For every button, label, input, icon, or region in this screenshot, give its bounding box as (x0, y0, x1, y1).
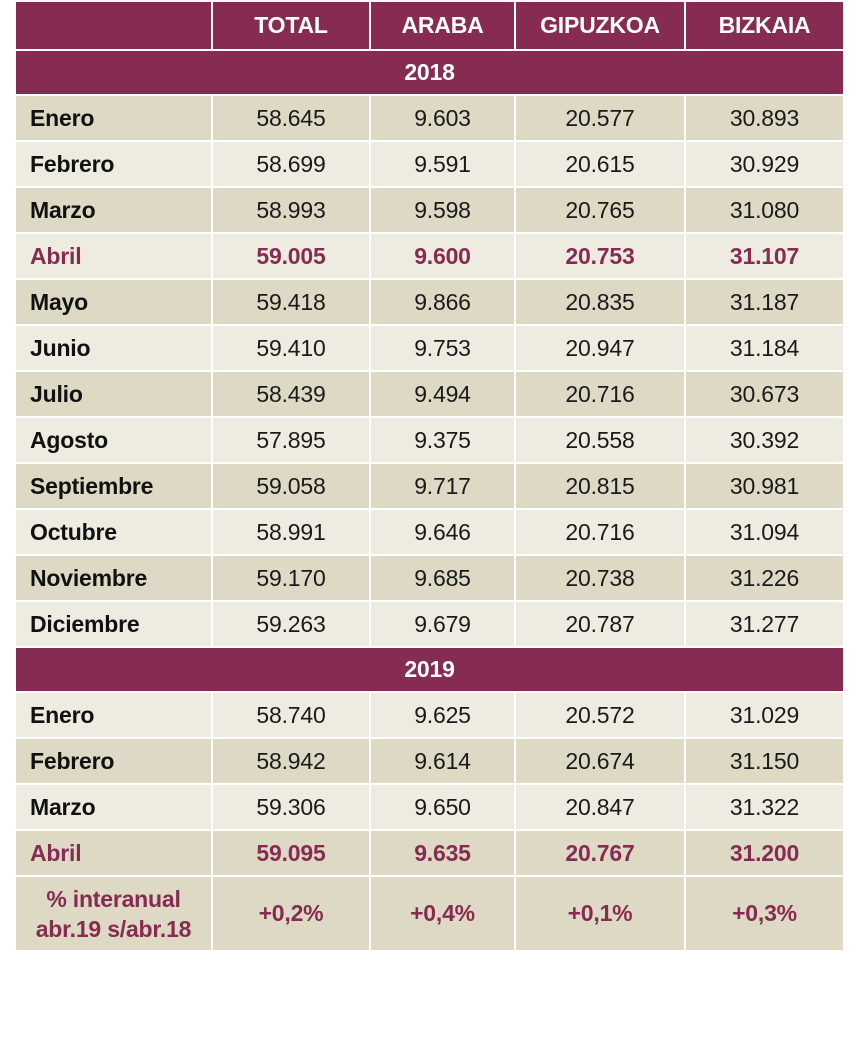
bizkaia-cell: 31.322 (685, 784, 844, 830)
header-total: TOTAL (212, 1, 370, 50)
araba-cell: 9.603 (370, 95, 515, 141)
total-cell: 58.439 (212, 371, 370, 417)
araba-cell: 9.685 (370, 555, 515, 601)
month-cell: Enero (15, 95, 212, 141)
gipuzkoa-cell: 20.815 (515, 463, 685, 509)
month-cell: Junio (15, 325, 212, 371)
araba-cell: 9.866 (370, 279, 515, 325)
month-cell: Mayo (15, 279, 212, 325)
month-cell: Diciembre (15, 601, 212, 647)
araba-cell: 9.591 (370, 141, 515, 187)
bizkaia-cell: 31.029 (685, 692, 844, 738)
table-row-highlighted (15, 233, 844, 279)
gipuzkoa-cell: 20.847 (515, 784, 685, 830)
gipuzkoa-cell: 20.572 (515, 692, 685, 738)
total-cell: 59.005 (212, 233, 370, 279)
bizkaia-cell: 31.187 (685, 279, 844, 325)
araba-cell: 9.614 (370, 738, 515, 784)
table-row (15, 325, 844, 371)
header-bizkaia: BIZKAIA (685, 1, 844, 50)
bizkaia-cell: 30.673 (685, 371, 844, 417)
month-cell: Marzo (15, 784, 212, 830)
araba-cell: 9.753 (370, 325, 515, 371)
total-cell: 58.740 (212, 692, 370, 738)
bizkaia-cell: 31.184 (685, 325, 844, 371)
araba-cell: 9.598 (370, 187, 515, 233)
total-cell: 59.418 (212, 279, 370, 325)
total-cell: 58.993 (212, 187, 370, 233)
gipuzkoa-cell: 20.674 (515, 738, 685, 784)
total-cell: 59.058 (212, 463, 370, 509)
interannual-label-line1: % interanual (46, 885, 181, 912)
gipuzkoa-cell: 20.753 (515, 233, 685, 279)
total-cell: 59.170 (212, 555, 370, 601)
total-cell: 59.263 (212, 601, 370, 647)
araba-cell: 9.600 (370, 233, 515, 279)
month-cell: Enero (15, 692, 212, 738)
month-cell: Febrero (15, 738, 212, 784)
total-cell: 59.306 (212, 784, 370, 830)
month-cell: Abril (15, 830, 212, 876)
month-cell: Noviembre (15, 555, 212, 601)
table-row (15, 279, 844, 325)
interannual-label-line2: abr.19 s/abr.18 (35, 915, 192, 942)
bizkaia-cell: 31.080 (685, 187, 844, 233)
table-row (15, 601, 844, 647)
gipuzkoa-cell: 20.615 (515, 141, 685, 187)
interannual-gipuzkoa: +0,1% (515, 876, 685, 951)
bizkaia-cell: 31.226 (685, 555, 844, 601)
table-row (15, 141, 844, 187)
bizkaia-cell: 30.929 (685, 141, 844, 187)
table-row (15, 463, 844, 509)
year-label: 2019 (15, 647, 844, 692)
gipuzkoa-cell: 20.947 (515, 325, 685, 371)
araba-cell: 9.650 (370, 784, 515, 830)
gipuzkoa-cell: 20.835 (515, 279, 685, 325)
table-row (15, 187, 844, 233)
gipuzkoa-cell: 20.558 (515, 417, 685, 463)
total-cell: 58.699 (212, 141, 370, 187)
table-row (15, 784, 844, 830)
gipuzkoa-cell: 20.787 (515, 601, 685, 647)
bizkaia-cell: 31.277 (685, 601, 844, 647)
interannual-row (15, 876, 844, 951)
header-gipuzkoa: GIPUZKOA (515, 1, 685, 50)
table-row (15, 417, 844, 463)
araba-cell: 9.625 (370, 692, 515, 738)
interannual-araba: +0,4% (370, 876, 515, 951)
araba-cell: 9.375 (370, 417, 515, 463)
table-row (15, 738, 844, 784)
araba-cell: 9.494 (370, 371, 515, 417)
total-cell: 57.895 (212, 417, 370, 463)
header-araba: ARABA (370, 1, 515, 50)
total-cell: 58.942 (212, 738, 370, 784)
bizkaia-cell: 31.094 (685, 509, 844, 555)
table-row (15, 692, 844, 738)
bizkaia-cell: 30.981 (685, 463, 844, 509)
gipuzkoa-cell: 20.577 (515, 95, 685, 141)
total-cell: 58.991 (212, 509, 370, 555)
bizkaia-cell: 31.107 (685, 233, 844, 279)
table-row (15, 371, 844, 417)
month-cell: Febrero (15, 141, 212, 187)
gipuzkoa-cell: 20.716 (515, 509, 685, 555)
table-row-highlighted (15, 830, 844, 876)
year-label: 2018 (15, 50, 844, 95)
header-blank (15, 1, 212, 50)
employment-table (14, 0, 845, 952)
interannual-bizkaia: +0,3% (685, 876, 844, 951)
year-row-2019 (15, 647, 844, 692)
header-row (15, 1, 844, 50)
gipuzkoa-cell: 20.716 (515, 371, 685, 417)
month-cell: Agosto (15, 417, 212, 463)
araba-cell: 9.635 (370, 830, 515, 876)
table-row (15, 555, 844, 601)
araba-cell: 9.646 (370, 509, 515, 555)
month-cell: Julio (15, 371, 212, 417)
araba-cell: 9.717 (370, 463, 515, 509)
interannual-label (15, 876, 212, 951)
total-cell: 59.095 (212, 830, 370, 876)
table-row (15, 509, 844, 555)
month-cell: Septiembre (15, 463, 212, 509)
bizkaia-cell: 30.392 (685, 417, 844, 463)
bizkaia-cell: 31.200 (685, 830, 844, 876)
table-row (15, 95, 844, 141)
interannual-total: +0,2% (212, 876, 370, 951)
gipuzkoa-cell: 20.738 (515, 555, 685, 601)
month-cell: Abril (15, 233, 212, 279)
total-cell: 58.645 (212, 95, 370, 141)
bizkaia-cell: 30.893 (685, 95, 844, 141)
month-cell: Octubre (15, 509, 212, 555)
month-cell: Marzo (15, 187, 212, 233)
gipuzkoa-cell: 20.767 (515, 830, 685, 876)
araba-cell: 9.679 (370, 601, 515, 647)
year-row-2018 (15, 50, 844, 95)
gipuzkoa-cell: 20.765 (515, 187, 685, 233)
total-cell: 59.410 (212, 325, 370, 371)
bizkaia-cell: 31.150 (685, 738, 844, 784)
